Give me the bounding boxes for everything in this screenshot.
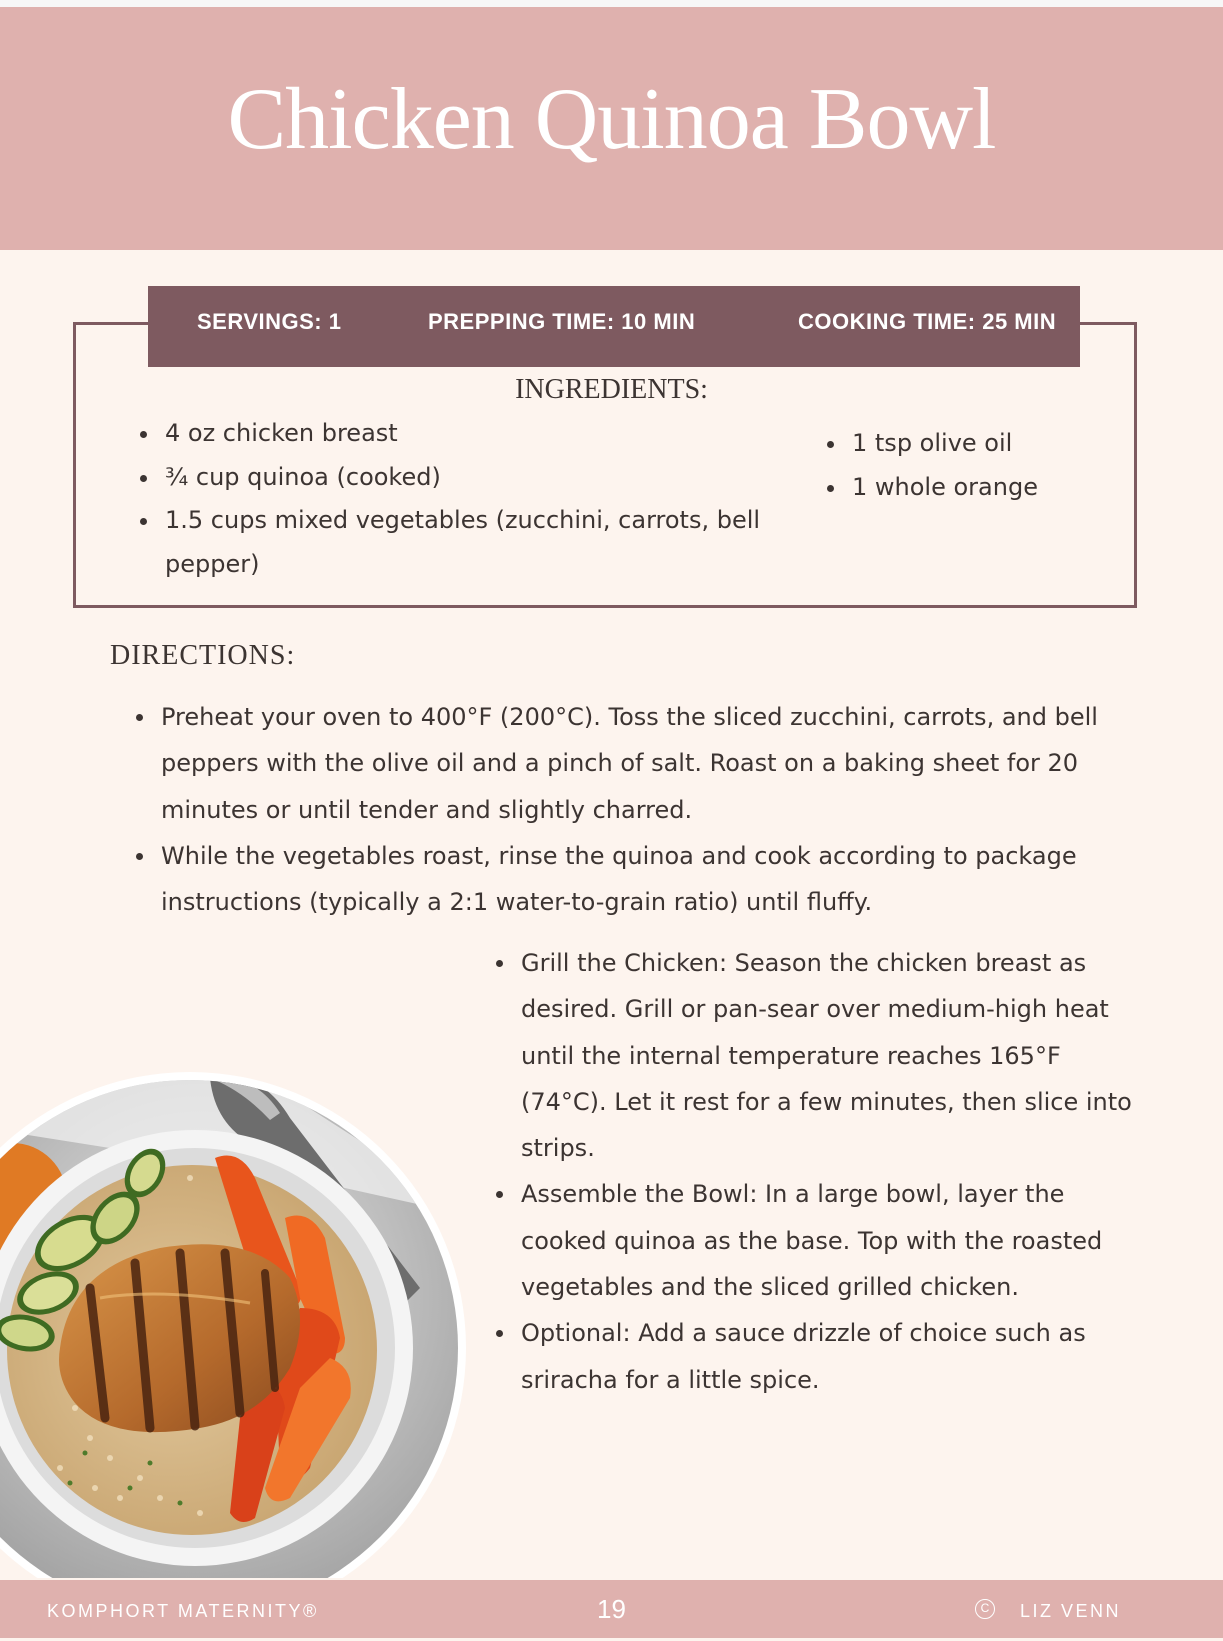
page-header (0, 7, 1223, 250)
directions-heading: DIRECTIONS: (110, 640, 296, 671)
ingredients-list-left (165, 412, 765, 586)
ingredients-heading: INGREDIENTS: (515, 374, 708, 405)
ingredient-item: 4 oz chicken breast (165, 412, 765, 456)
recipe-info-bar (148, 286, 1080, 367)
prep-time-label: PREPPING TIME: 10 MIN (428, 309, 696, 334)
direction-step: While the vegetables roast, rinse the quinoa and cook according to package instructions (typically a 2:1 water-to-grain ratio) until fluffy. (161, 833, 1131, 926)
direction-step: Grill the Chicken: Season the chicken breast as desired. Grill or pan-sear over medium-high heat until the internal temperature reaches 165°F (74°C). Let it rest for a few minutes, then slice into strips. (521, 940, 1141, 1171)
top-border (0, 0, 1223, 7)
ingredient-item: 1 tsp olive oil (852, 422, 1152, 466)
food-photo (0, 1058, 480, 1578)
page-footer (0, 1580, 1223, 1638)
quinoa-bowl-illustration (0, 1058, 480, 1578)
ingredients-list-right (852, 422, 1152, 509)
direction-step: Optional: Add a sauce drizzle of choice such as sriracha for a little spice. (521, 1310, 1141, 1403)
copyright-icon: C (975, 1599, 995, 1619)
ingredient-item: 1 whole orange (852, 466, 1152, 510)
directions-list-top (161, 694, 1131, 925)
page-number: 19 (597, 1594, 626, 1624)
servings-label: SERVINGS: 1 (197, 309, 342, 334)
recipe-title: Chicken Quinoa Bowl (227, 71, 996, 168)
directions-list-bottom (521, 940, 1141, 1403)
ingredient-item: 1.5 cups mixed vegetables (zucchini, carrots, bell pepper) (165, 499, 765, 586)
ingredient-item: ¾ cup quinoa (cooked) (165, 456, 765, 500)
direction-step: Preheat your oven to 400°F (200°C). Toss the sliced zucchini, carrots, and bell peppers with the olive oil and a pinch of salt. Roast on a baking sheet for 20 minutes or until tender and slightly charred. (161, 694, 1131, 833)
author-name: LIZ VENN (1019, 1601, 1121, 1621)
direction-step: Assemble the Bowl: In a large bowl, layer the cooked quinoa as the base. Top with the roasted vegetables and the sliced grilled chicken. (521, 1171, 1141, 1310)
cook-time-label: COOKING TIME: 25 MIN (798, 309, 1057, 334)
brand-name: KOMPHORT MATERNITY® (47, 1601, 319, 1621)
